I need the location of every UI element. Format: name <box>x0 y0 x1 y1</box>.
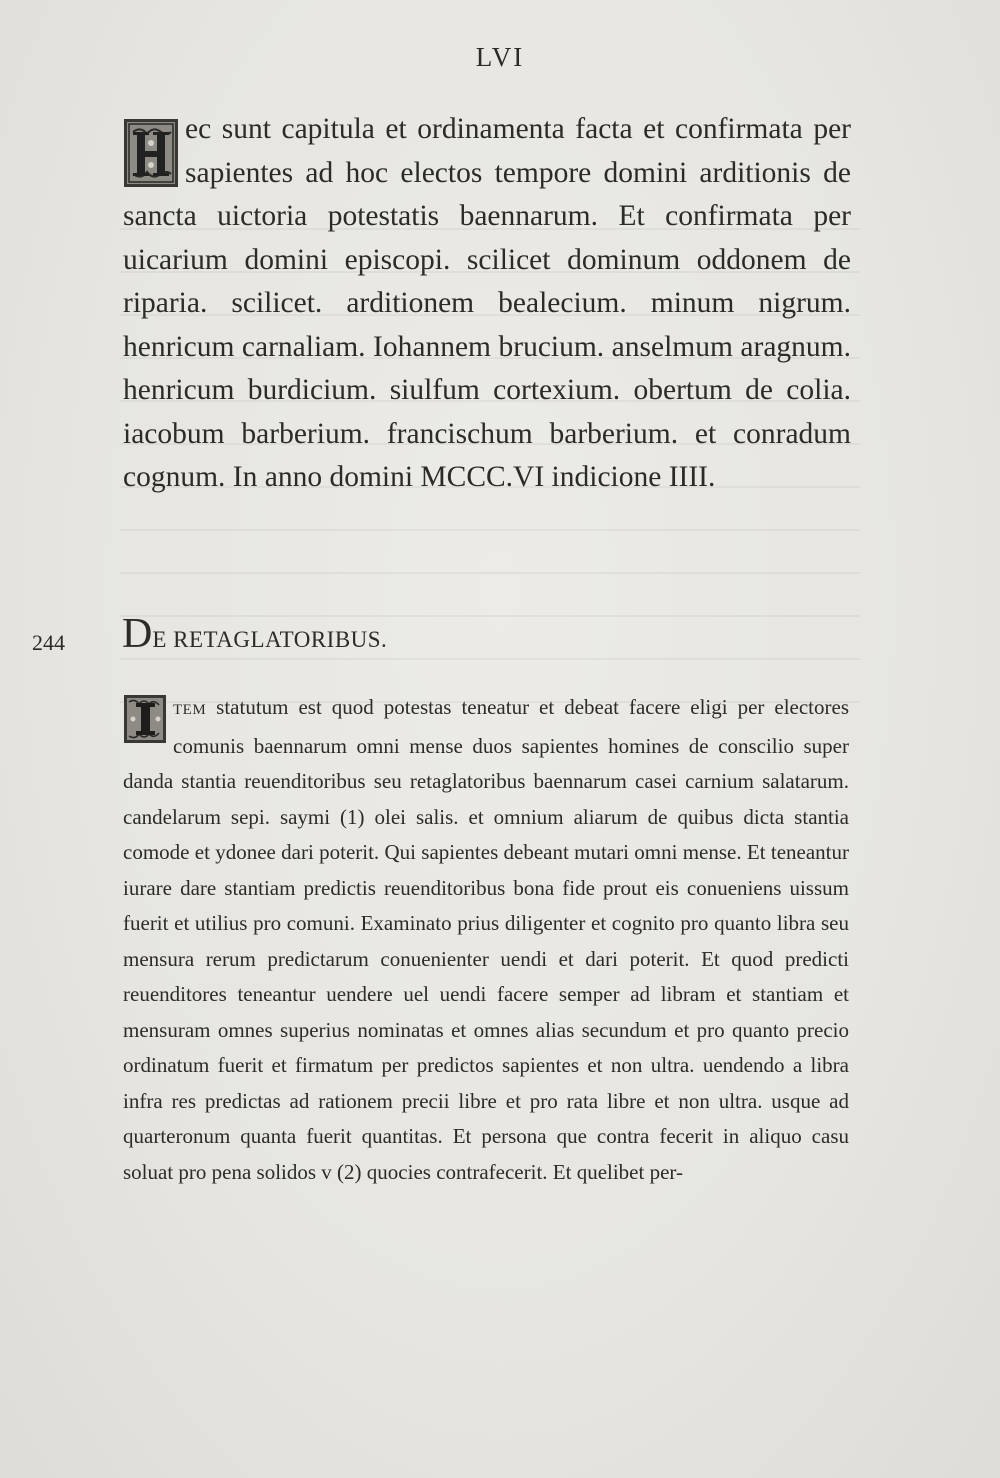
preamble-paragraph <box>123 108 851 500</box>
section-heading <box>122 610 387 658</box>
preamble-text: ec sunt capitula et ordinamenta facta et confirmata per sapientes ad hoc electos tempore domini arditionis de sancta uictoria potestatis baennarum. Et confirmata per uicarium domini episcopi. scilicet dominum oddonem de riparia. scilicet. arditionem bealecium. minum nigrum. henricum carnaliam. Iohannem brucium. anselmum aragnum. henricum burdicium. siulfum cortexium. obertum de colia. iacobum barberium. francischum barberium. et conradum cognum. In anno domini MCCC.VI indicione IIII. <box>123 113 851 493</box>
dropcap-h-ornament <box>123 118 179 188</box>
first-word-smallcaps: TEM <box>173 702 207 718</box>
statute-text: statutum est quod potestas teneatur et debeat facere eligi per electores comunis baennarum omni mense duos sapientes homines de conscilio super danda stantia reuenditoribus seu retaglatoribus baennarum casei carnium salatarum. candelarum sepi. saymi (1) olei salis. et omnium aliarum de quibus dicta stantia comode et ydonee dari poterit. Qui sapientes debeant mutari omni mense. Et teneantur iurare dare stantiam predictis reuenditoribus bona fide prout eis conueniens uissum fuerit et utilius pro comuni. Examinato prius diligenter et cognito pro quanto libra seu mensura rerum predictarum conuenienter uendi et dari poterit. Et quod predicti reuenditores teneantur uendere uel uendi facere semper ad libram et stantiam et mensuram omnes superius nominatas et omnes alias secundum et pro quanto precio ordinatum fuerit et firmatum per predictos sapientes et non ultra. uendendo a libra infra res predictas ad rationem precii libre et pro rata libre et non ultra. usque ad quarteronum quanta fuerit quantitas. Et persona que contra fecerit in aliquo casu soluat pro pena solidos v (2) quocies contrafecerit. Et quelibet per- <box>123 695 849 1184</box>
folio-number: LVI <box>475 42 525 72</box>
margin-number: 244 <box>32 630 65 655</box>
dropcap-i-icon <box>123 694 167 744</box>
statute-paragraph <box>123 690 849 1190</box>
dropcap-i-ornament <box>123 694 167 744</box>
dropcap-h-icon <box>123 118 179 188</box>
heading-initial: D <box>122 611 153 657</box>
heading-text: E RETAGLATORIBUS. <box>152 627 388 652</box>
